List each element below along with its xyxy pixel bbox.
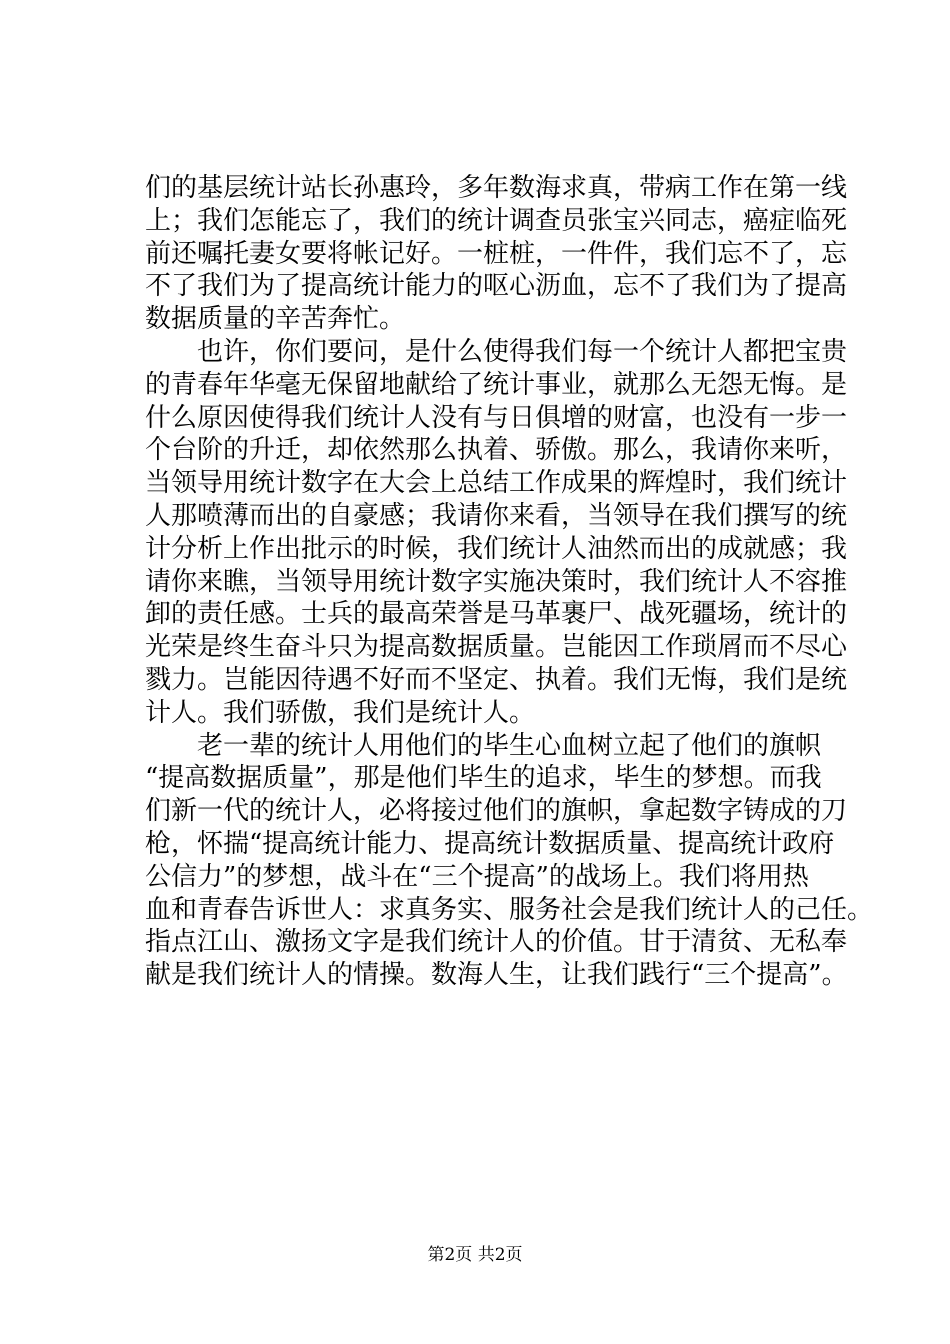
text-line: 当领导用统计数字在大会上总结工作成果的辉煌时，我们统计 (145, 468, 848, 499)
text-line: 人那喷薄而出的自豪感；我请你来看，当领导在我们撰写的统 (145, 500, 848, 531)
text-line: 血和青春告诉世人：求真务实、服务社会是我们统计人的己任。 (145, 894, 874, 925)
text-line: 们的基层统计站长孙惠玲，多年数海求真，带病工作在第一线 (145, 173, 848, 203)
text-line: 计人。我们骄傲，我们是统计人。 (145, 697, 536, 728)
text-line: 枪，怀揣“提高统计能力、提高统计数据质量、提高统计政府 (145, 828, 835, 859)
text-line: 也许，你们要问，是什么使得我们每一个统计人都把宝贵 (145, 336, 848, 367)
text-line: 的青春年华毫无保留地献给了统计事业，就那么无怨无悔。是 (145, 369, 848, 400)
text-line: 公信力”的梦想，战斗在“三个提高”的战场上。我们将用热 (145, 861, 809, 892)
text-line: 个台阶的升迁，却依然那么执着、骄傲。那么，我请你来听， (145, 435, 848, 466)
text-line: 计分析上作出批示的时候，我们统计人油然而出的成就感；我 (145, 533, 848, 564)
text-line: 上；我们怎能忘了，我们的统计调查员张宝兴同志，癌症临死 (145, 205, 848, 236)
text-line: 请你来瞧，当领导用统计数字实施决策时，我们统计人不容推 (145, 566, 848, 597)
text-line: 戮力。岂能因待遇不好而不坚定、执着。我们无悔，我们是统 (145, 664, 848, 695)
text-line: 不了我们为了提高统计能力的呕心沥血，忘不了我们为了提高 (145, 271, 848, 302)
text-line: “提高数据质量”，那是他们毕生的追求，毕生的梦想。而我 (145, 763, 822, 794)
text-line: 卸的责任感。士兵的最高荣誉是马革裹尸、战死疆场，统计的 (145, 599, 848, 630)
text-line: 献是我们统计人的情操。数海人生，让我们践行“三个提高”。 (145, 960, 848, 991)
text-line: 们新一代的统计人，必将接过他们的旗帜，拿起数字铸成的刀 (145, 796, 848, 827)
document-body (145, 172, 874, 992)
text-line: 指点江山、激扬文字是我们统计人的价值。甘于清贫、无私奉 (145, 927, 848, 958)
text-line: 老一辈的统计人用他们的毕生心血树立起了他们的旗帜 (145, 730, 822, 761)
page-number: 第2页 共2页 (427, 1245, 523, 1265)
text-line: 光荣是终生奋斗只为提高数据质量。岂能因工作琐屑而不尽心 (145, 632, 848, 663)
text-line: 数据质量的辛苦奔忙。 (145, 304, 406, 335)
text-line: 什么原因使得我们统计人没有与日俱增的财富，也没有一步一 (145, 402, 848, 433)
text-line: 前还嘱托妻女要将帐记好。一桩桩，一件件，我们忘不了，忘 (145, 238, 848, 269)
